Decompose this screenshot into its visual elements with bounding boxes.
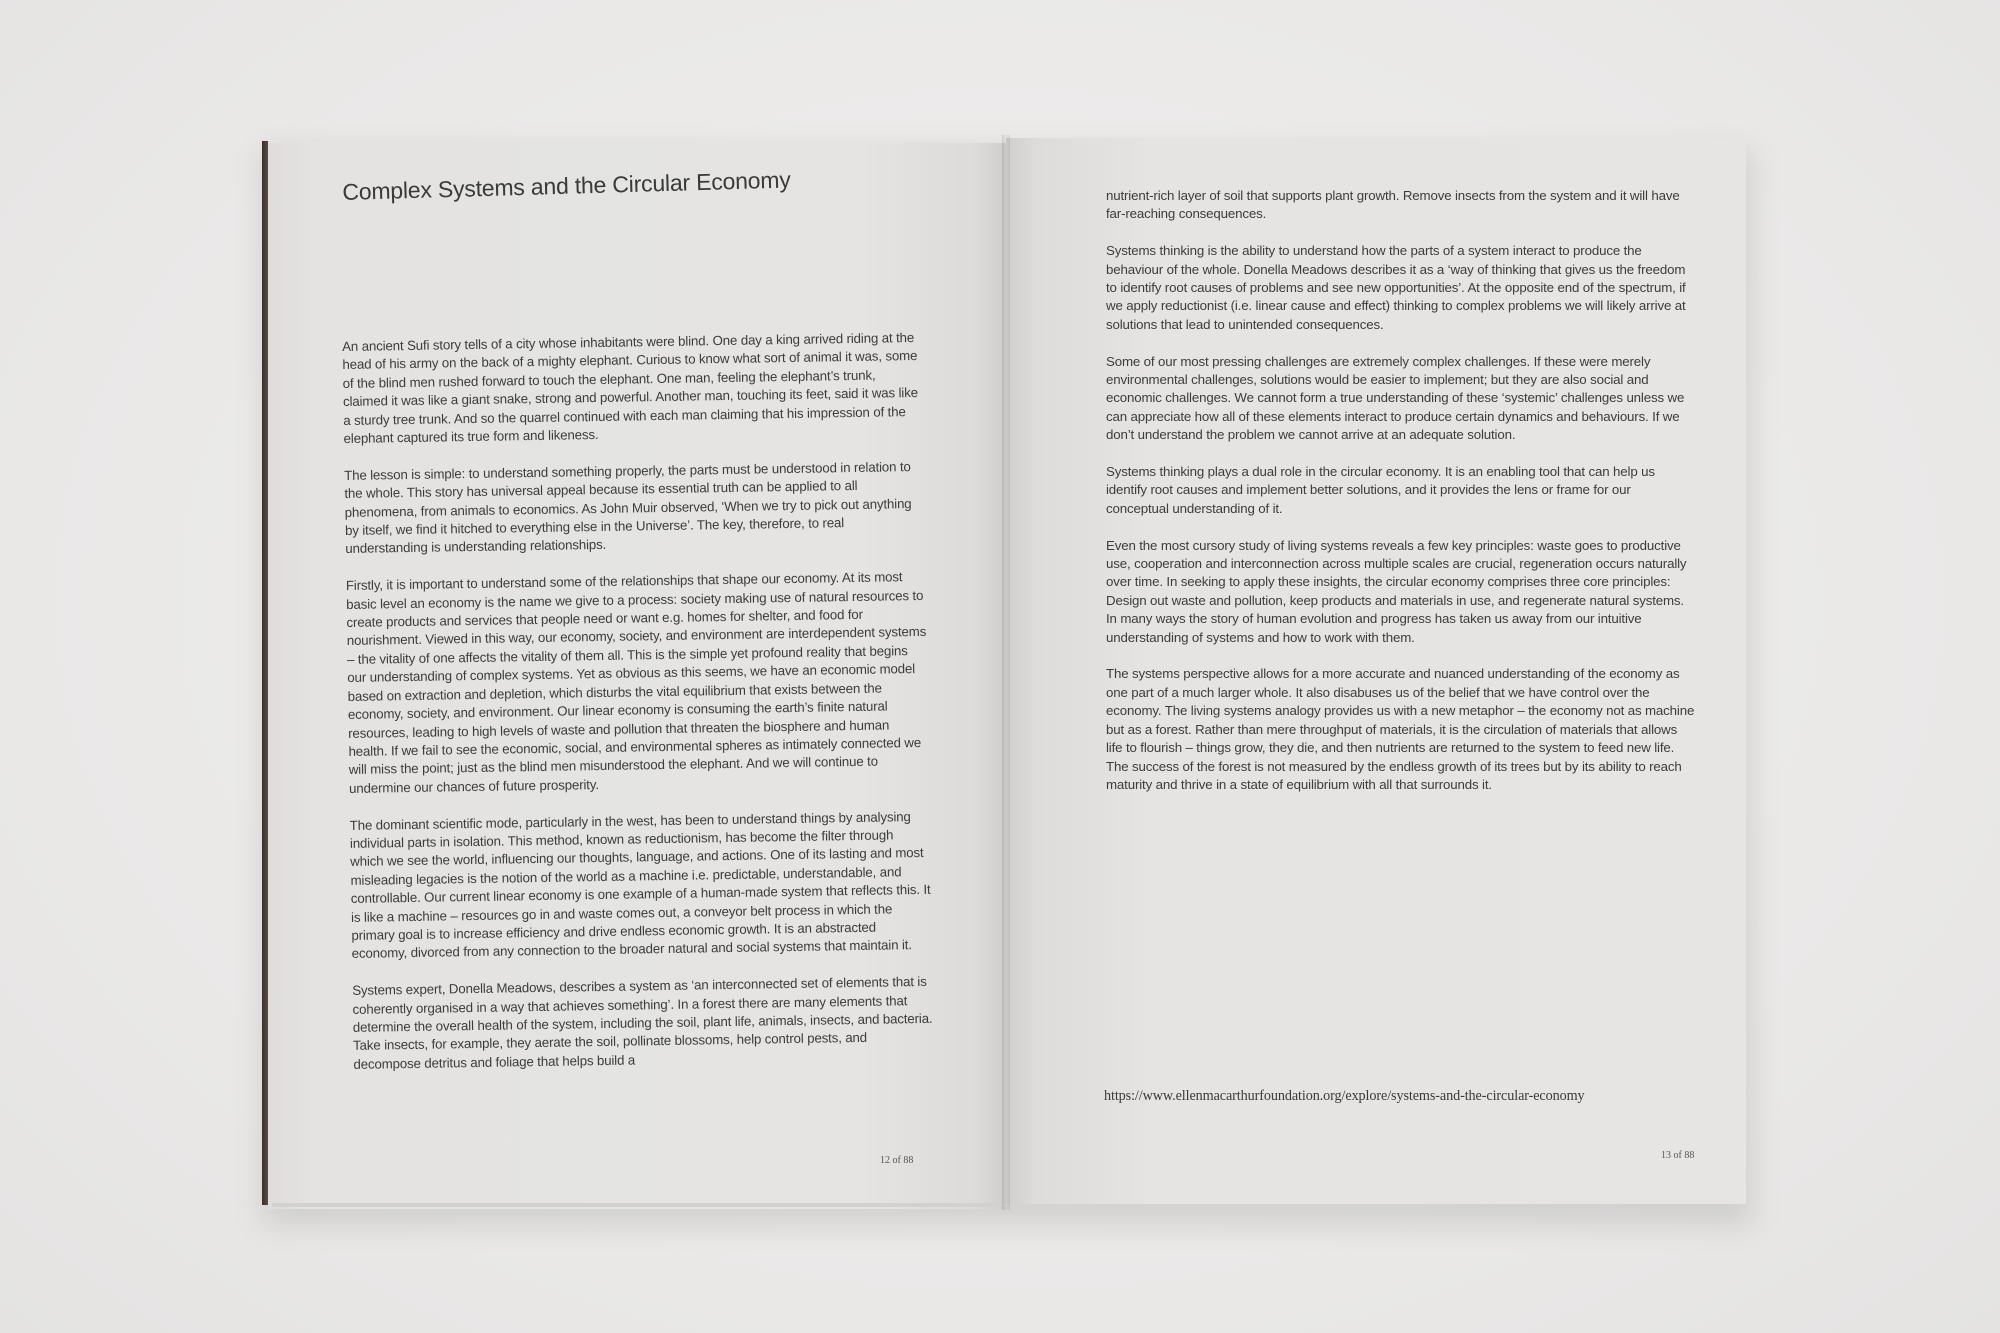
book-gutter bbox=[1002, 135, 1010, 1210]
article-title: Complex Systems and the Circular Economy bbox=[342, 166, 791, 205]
source-url: https://www.ellenmacarthurfoundation.org/explore/systems-and-the-circular-economy bbox=[1104, 1088, 1585, 1104]
paragraph-systems-definition: Systems expert, Donella Meadows, describes a system as ‘an interconnected set of elements that is coherently organised in a way that achieves something’. In a forest there are many elements that determine the overall health of the system, including the soil, plant life, animals, insects, and bacteria. Take insects, for example, they aerate the soil, pollinate blossoms, help control pests, and decompose detritus and foliage that helps build a bbox=[352, 974, 933, 1072]
paragraph-dual-role: Systems thinking plays a dual role in the circular economy. It is an enabling tool that can help us identify root causes and implement better solutions, and it provides the lens or frame for our conceptual understanding of it. bbox=[1106, 464, 1655, 516]
paragraph-complex-challenges: Some of our most pressing challenges are extremely complex challenges. If these were merely environmental challenges, solutions would be easier to implement; but they are also social and economic challenges. We cannot form a true understanding of these ‘systemic’ challenges unless we can appreciate how all of these elements interact to produce certain dynamics and behaviours. If we don’t understand the problem we cannot arrive at an adequate solution. bbox=[1106, 353, 1685, 443]
right-page bbox=[1006, 138, 1746, 1204]
page-edges bbox=[272, 1203, 1006, 1207]
paragraph-relationships-economy: Firstly, it is important to understand some of the relationships that shape our economy. At its most basic level an economy is the name we give to a process: society making use of natural resources to create products and services that people need or want e.g. homes for shelter, and food for nourishment. Viewed in this way, our economy, society, and environment are interdependent systems – the vitality of one affects the vitality of them all. This is the simple yet profound reality that begins our understanding of complex systems. Yet as obvious as this seems, we have an economic model based on extraction and depletion, which disturbs the vital equilibrium that exists between the economy, society, and environment. Our linear economy is consuming the earth’s finite natural resources, leading to high levels of waste and pollution that threaten the biosphere and human health. If we fail to see the economic, social, and environmental spheres as intimately connected we will miss the point; just as the blind men misunderstood the elephant. And we will continue to undermine our chances of future prosperity. bbox=[345, 569, 927, 796]
paragraph-lesson: The lesson is simple: to understand something properly, the parts must be understood in relation to the whole. This story has universal appeal because its essential truth can be applied to all phenomena, from animals to economics. As John Muir observed, ‘When we try to pick out anything by itself, we find it hitched to everything else in the Universe’. The key, therefore, to real understanding is understanding relationships. bbox=[344, 458, 912, 557]
right-page-body bbox=[1106, 187, 1696, 813]
paragraph-soil-continuation: nutrient-rich layer of soil that supports plant growth. Remove insects from the system and it will have far-reaching consequences. bbox=[1106, 188, 1680, 222]
left-page-body bbox=[342, 329, 934, 1093]
paragraph-living-systems: Even the most cursory study of living systems reveals a few key principles: waste goes to productive use, cooperation and interconnection across multiple scales are crucial, regeneration occurs naturally over time. In seeking to apply these insights, the circular economy comprises three core principles: Design out waste and pollution, keep products and materials in use, and regenerate natural systems. In many ways the story of human evolution and progress has taken us away from our intuitive understanding of systems and how to work with them. bbox=[1106, 537, 1687, 645]
paragraph-sufi-story: An ancient Sufi story tells of a city whose inhabitants were blind. One day a king arrived riding at the head of his army on the back of a mighty elephant. Curious to know what sort of animal it was, some of the blind men rushed forward to touch the elephant. One man, feeling the elephant’s trunk, claimed it was like a giant snake, strong and powerful. Another man, touching its feet, said it was like a sturdy tree trunk. And so the quarrel continued with each man claiming that his impression of the elephant captured its true form and likeness. bbox=[342, 330, 919, 447]
left-page bbox=[268, 143, 1006, 1209]
page-number-left: 12 of 88 bbox=[880, 1155, 914, 1166]
paragraph-systems-perspective: The systems perspective allows for a more accurate and nuanced understanding of the economy as one part of a much larger whole. It also disabuses us of the belief that we have control over the economy. The living systems analogy provides us with a new metaphor – the economy not as machine but as a forest. Rather than mere throughput of materials, it is the circulation of materials that allows life to flourish – things grow, they die, and then nutrients are returned to the system to feed new life. The success of the forest is not measured by the endless growth of its trees but by its ability to reach maturity and thrive in a state of equilibrium with all that surrounds it. bbox=[1106, 666, 1695, 792]
page-number-right: 13 of 88 bbox=[1661, 1150, 1695, 1161]
open-booklet bbox=[262, 135, 1746, 1210]
paragraph-reductionism: The dominant scientific mode, particularly in the west, has been to understand things by analysing individual parts in isolation. This method, known as reductionism, has become the filter through which we see the world, influencing our thoughts, language, and actions. One of its lasting and most misleading legacies is the notion of the world as a machine i.e. predictable, understandable, and controllable. Our current linear economy is one example of a human-made system that reflects this. It is like a machine – resources go in and waste comes out, a conveyor belt process in which the primary goal is to increase efficiency and drive endless economic growth. It is an abstracted economy, divorced from any connection to the broader natural and social systems that maintain it. bbox=[349, 808, 931, 962]
paragraph-systems-thinking: Systems thinking is the ability to understand how the parts of a system interact to produce the behaviour of the whole. Donella Meadows describes it as a ‘way of thinking that gives us the freedom to identify root causes of problems and see new opportunities’. At the opposite end of the spectrum, if we apply reductionist (i.e. linear cause and effect) thinking to complex problems we will likely arrive at solutions that lead to unintended consequences. bbox=[1106, 243, 1686, 332]
